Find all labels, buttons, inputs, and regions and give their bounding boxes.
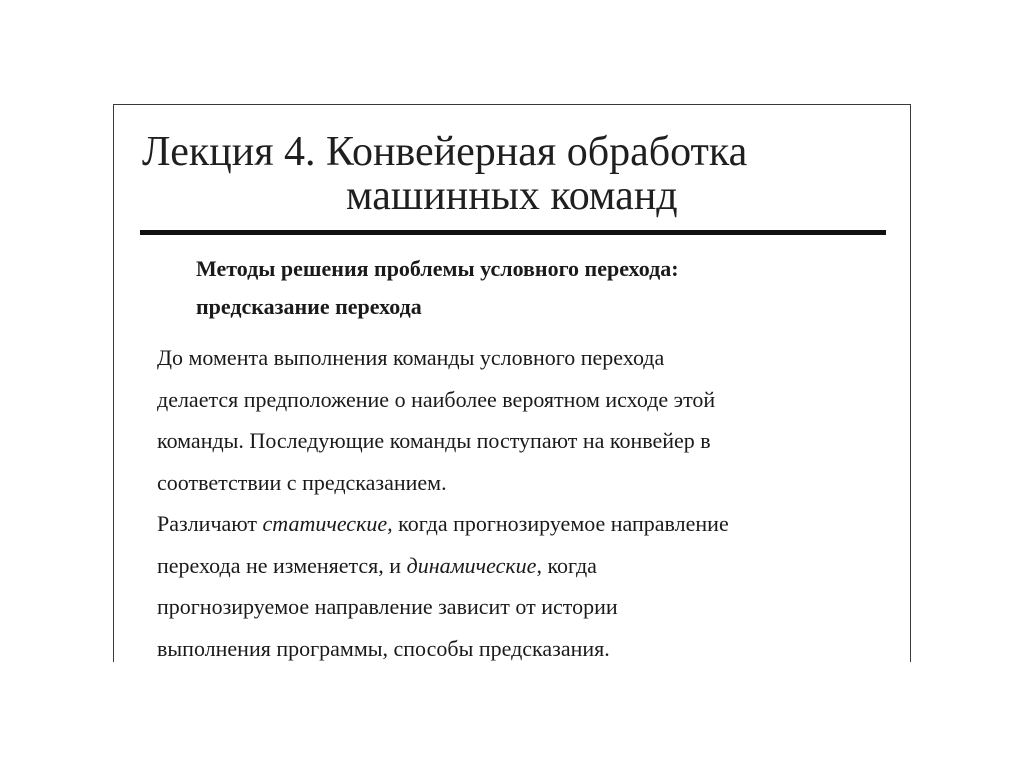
subtitle-line-2: предсказание перехода [196,294,422,319]
frame-top-border [113,104,911,105]
body-text-segment: перехода не изменяется, и [157,552,407,578]
body-text-segment: Различают [157,511,263,536]
title-divider [140,230,886,235]
slide-body [157,337,877,669]
subtitle-line-1: Методы решения проблемы условного перехода: [196,256,679,281]
body-line: соответствии с предсказанием. [157,469,447,495]
body-line-dynamic [157,545,877,587]
body-line: делается предположение о наиболее вероятном исходе этой [157,386,716,412]
term-static: статические, [262,511,393,536]
body-line: прогнозируемое направление зависит от истории [157,594,618,619]
body-text-segment: когда прогнозируемое направление [392,511,729,536]
body-line: команды. Последующие команды поступают на конвейер в [157,428,711,453]
frame-left-border [113,104,114,662]
slide-title-line-1: Лекция 4. Конвейерная обработка [142,129,748,175]
slide-subtitle [196,250,679,326]
frame-right-border [910,104,911,662]
body-line: выполнения программы, способы предсказания. [157,635,610,661]
slide-title-line-2: машинных команд [346,173,678,219]
body-text-segment: , когда [536,552,597,578]
body-line: До момента выполнения команды условного перехода [157,345,665,370]
body-line-static [157,503,877,545]
term-dynamic: динамические [406,552,537,578]
